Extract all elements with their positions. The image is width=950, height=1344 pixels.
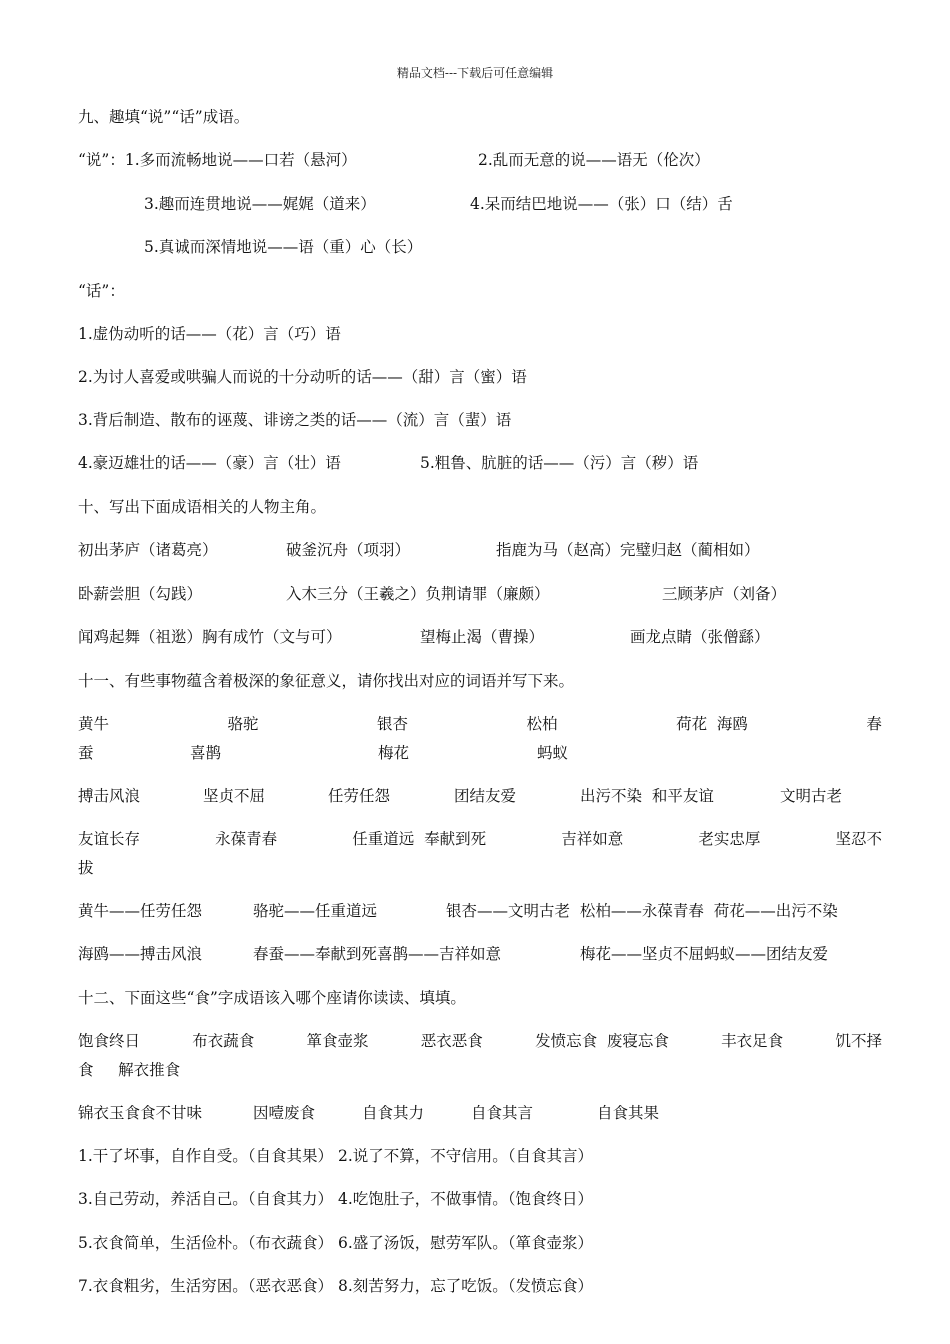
symbol-thing: 松柏 (526, 715, 558, 733)
food-question: 7.衣食粗劣，生活穷困。（恶衣恶食） 8.刻苦努力，忘了吃饭。（发愤忘食） (78, 1277, 594, 1295)
symbol-thing: 黄牛 (78, 715, 110, 733)
symbol-word: 出污不染 和平友谊 (580, 787, 714, 805)
idiom-person: 三顾茅庐（刘备） (662, 585, 787, 603)
symbol-word: 坚忍不 (835, 830, 882, 848)
hua-label: “话”： (78, 282, 125, 300)
food-question: 5.衣食简单，生活俭朴。（布衣蔬食） 6.盛了汤饭，慰劳军队。（箪食壶浆） (78, 1234, 594, 1252)
section-11-title: 十一、有些事物蕴含着极深的象征意义，请你找出对应的词语并写下来。 (78, 672, 575, 690)
food-idiom: 因噎废食 (253, 1104, 316, 1122)
food-idiom: 自食其果 (597, 1104, 660, 1122)
symbol-word: 友谊长存 (78, 830, 141, 848)
symbol-word: 拔 (78, 859, 94, 877)
section-10-title: 十、写出下面成语相关的人物主角。 (78, 498, 327, 516)
food-question: 3.自己劳动，养活自己。（自食其力） 4.吃饱肚子，不做事情。（饱食终日） (78, 1190, 594, 1208)
symbol-answer: 银杏——文明古老 松柏——永葆青春 荷花——出污不染 (446, 902, 838, 920)
symbol-word: 文明古老 (780, 787, 843, 805)
food-idioms-row (78, 1031, 882, 1051)
symbol-thing: 春 (866, 715, 882, 733)
food-idiom: 丰衣足食 (721, 1032, 784, 1050)
symbol-answer: 春蚕——奉献到死喜鹊——吉祥如意 (253, 945, 502, 963)
hua-item-4: 4.豪迈雄壮的话——（豪）言（壮）语 (78, 454, 341, 472)
symbol-word: 搏击风浪 (78, 787, 141, 805)
hua-item-2: 2.为讨人喜爱或哄骗人而说的十分动听的话——（甜）言（蜜）语 (78, 368, 527, 386)
symbol-thing: 骆驼 (227, 715, 259, 733)
symbol-answer: 骆驼——任重道远 (253, 902, 378, 920)
food-idiom: 自食其力 (362, 1104, 425, 1122)
symbol-word: 永葆青春 (215, 830, 278, 848)
symbol-thing: 荷花 海鸥 (676, 715, 748, 733)
idiom-person: 卧薪尝胆（勾践） (78, 585, 203, 603)
symbol-answer: 黄牛——任劳任怨 (78, 902, 203, 920)
hua-item-1: 1.虚伪动听的话——（花）言（巧）语 (78, 325, 341, 343)
symbol-thing: 银杏 (377, 715, 409, 733)
food-question: 1.干了坏事，自作自受。（自食其果） 2.说了不算，不守信用。（自食其言） (78, 1147, 594, 1165)
food-idiom: 食 解衣推食 (78, 1061, 181, 1079)
shuo-item-3: 3.趣而连贯地说——娓娓（道来） (144, 195, 376, 213)
symbol-word: 坚贞不屈 (203, 787, 266, 805)
symbol-answer: 海鸥——搏击风浪 (78, 945, 203, 963)
food-idiom: 发愤忘食 废寝忘食 (535, 1032, 669, 1050)
symbol-thing: 梅花 (378, 744, 410, 762)
food-idiom: 箪食壶浆 (306, 1032, 369, 1050)
hua-item-5: 5.粗鲁、肮脏的话——（污）言（秽）语 (420, 454, 699, 472)
idiom-person: 指鹿为马（赵高）完璧归赵（蔺相如） (496, 541, 760, 559)
symbol-words-row (78, 829, 882, 849)
idiom-person: 闻鸡起舞（祖逖）胸有成竹（文与可） (78, 628, 342, 646)
food-idiom: 恶衣恶食 (420, 1032, 483, 1050)
food-idiom: 饱食终日 (78, 1032, 141, 1050)
shuo-item-5: 5.真诚而深情地说——语（重）心（长） (144, 238, 423, 256)
symbol-thing: 蚂蚁 (537, 744, 569, 762)
idiom-person: 画龙点睛（张僧繇） (630, 628, 770, 646)
food-idiom: 自食其言 (471, 1104, 534, 1122)
idiom-person: 望梅止渴（曹操） (420, 628, 545, 646)
shuo-item-4: 4.呆而结巴地说——（张）口（结）舌 (470, 195, 733, 213)
symbol-word: 团结友爱 (454, 787, 517, 805)
symbol-word: 任重道远 奉献到死 (352, 830, 487, 848)
idiom-person: 入木三分（王羲之）负荆请罪（廉颇） (286, 585, 550, 603)
symbol-word: 任劳任怨 (328, 787, 391, 805)
idiom-person: 破釜沉舟（项羽） (286, 541, 411, 559)
section-9-title: 九、趣填“说”“话”成语。 (78, 108, 250, 126)
symbol-word: 吉祥如意 (561, 830, 624, 848)
page-header: 精品文档---下载后可任意编辑 (396, 66, 554, 80)
symbol-things-row (78, 714, 882, 734)
symbol-answer: 梅花——坚贞不屈蚂蚁——团结友爱 (580, 945, 829, 963)
shuo-item-2: 2.乱而无意的说——语无（伦次） (478, 151, 710, 169)
food-idiom: 布衣蔬食 (192, 1032, 255, 1050)
food-idiom: 锦衣玉食食不甘味 (78, 1104, 203, 1122)
symbol-thing: 喜鹊 (190, 744, 222, 762)
food-idiom: 饥不择 (835, 1032, 882, 1050)
symbol-thing: 蚕 (78, 744, 94, 762)
idiom-person: 初出茅庐（诸葛亮） (78, 541, 218, 559)
shuo-item-1: “说”：1.多而流畅地说——口若（悬河） (78, 151, 357, 169)
hua-item-3: 3.背后制造、散布的诬蔑、诽谤之类的话——（流）言（蜚）语 (78, 411, 512, 429)
section-12-title: 十二、下面这些“食”字成语该入哪个座请你读读、填填。 (78, 989, 466, 1007)
symbol-word: 老实忠厚 (698, 830, 761, 848)
